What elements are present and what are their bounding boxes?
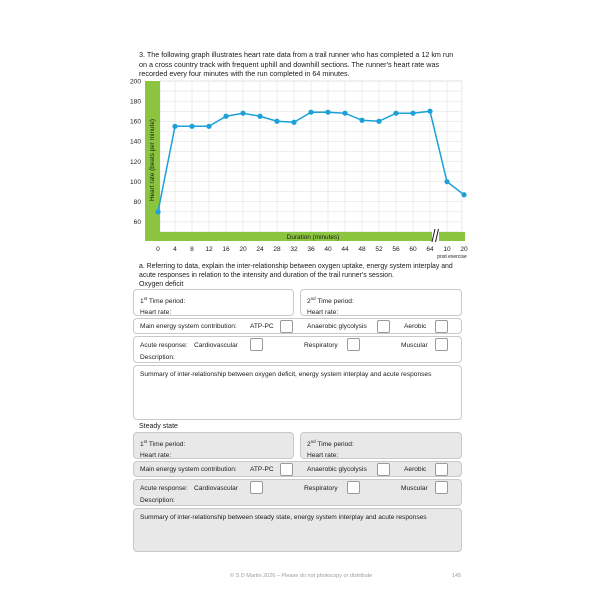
anaerobic-glycolysis-checkbox[interactable] xyxy=(377,320,390,333)
x-tick-label: 20 xyxy=(460,246,468,253)
muscular-label: Muscular xyxy=(401,485,428,492)
x-tick-label: 56 xyxy=(392,246,400,253)
acute-response-label: Acute response: xyxy=(140,485,188,492)
cardiovascular-checkbox[interactable] xyxy=(250,338,263,351)
oxygen-deficit-acute-box[interactable] xyxy=(133,336,462,363)
cardiovascular-label: Cardiovascular xyxy=(194,485,238,492)
data-point xyxy=(189,124,194,129)
steady-state-heading: Steady state xyxy=(139,423,178,430)
first-time-period-label: Time period: xyxy=(148,298,186,306)
data-point xyxy=(155,209,160,214)
y-tick-label: 60 xyxy=(133,219,141,227)
steady-state-summary-box[interactable] xyxy=(133,508,462,552)
steady-state-second-period-box[interactable]: 2nd Time period: Heart rate: xyxy=(300,432,462,459)
oxygen-deficit-summary-box[interactable] xyxy=(133,365,462,420)
first-time-period-label: Time period: xyxy=(148,441,186,449)
data-point xyxy=(206,124,211,129)
description-label: Description: xyxy=(140,354,175,361)
atp-pc-label: ATP-PC xyxy=(250,323,274,330)
data-point xyxy=(308,110,313,115)
heart-rate-label: Heart rate: xyxy=(307,309,339,317)
data-point xyxy=(359,118,364,123)
oxygen-deficit-heading: Oxygen deficit xyxy=(139,281,184,288)
data-point xyxy=(257,114,262,119)
x-tick-label: 4 xyxy=(173,246,177,253)
question-text: 3. The following graph illustrates heart rate data from a trail runner who has completed a 12 km run on a cross country track with frequent uphill and downhill sections. The runner's heart rate was recorded every four minutes with the run completed in 64 minutes. xyxy=(139,50,454,79)
atp-pc-checkbox[interactable] xyxy=(280,320,293,333)
oxygen-deficit-second-period-box[interactable]: 2nd Time period: Heart rate: xyxy=(300,289,462,316)
second-time-period-label: Time period: xyxy=(317,298,354,306)
acute-response-label: Acute response: xyxy=(140,342,188,349)
x-tick-label: 52 xyxy=(375,246,383,253)
y-tick-label: 100 xyxy=(129,178,141,186)
aerobic-label: Aerobic xyxy=(404,323,427,330)
oxygen-deficit-energy-box xyxy=(133,318,462,334)
energy-system-label: Main energy system contribution: xyxy=(140,466,237,473)
x-tick-label: 64 xyxy=(426,246,434,253)
summary-label: Summary of inter-relationship between oxygen deficit, energy system interplay and acute responses xyxy=(140,371,432,378)
respiratory-label: Respiratory xyxy=(304,485,338,492)
x-tick-label: 16 xyxy=(222,246,230,253)
data-point xyxy=(172,124,177,129)
post-exercise-label: post exercise xyxy=(437,254,467,260)
y-tick-label: 80 xyxy=(133,199,141,207)
x-tick-label: 48 xyxy=(358,246,366,253)
anaerobic-glycolysis-label: Anaerobic glycolysis xyxy=(307,466,367,473)
respiratory-checkbox[interactable] xyxy=(347,481,360,494)
atp-pc-checkbox[interactable] xyxy=(280,463,293,476)
data-point xyxy=(223,114,228,119)
data-point xyxy=(393,111,398,116)
aerobic-checkbox[interactable] xyxy=(435,320,448,333)
summary-label: Summary of inter-relationship between steady state, energy system interplay and acute responses xyxy=(140,514,427,521)
x-tick-label: 60 xyxy=(409,246,417,253)
data-point xyxy=(461,192,466,197)
description-label: Description: xyxy=(140,497,175,504)
data-point xyxy=(342,111,347,116)
heart-rate-label: Heart rate: xyxy=(307,452,339,460)
steady-state-energy-box xyxy=(133,461,462,477)
x-tick-label: 24 xyxy=(256,246,264,253)
data-point xyxy=(325,110,330,115)
respiratory-checkbox[interactable] xyxy=(347,338,360,351)
footer-copyright: © S D Martin 2026 – Please do not photocopy or distribute xyxy=(230,573,373,579)
oxygen-deficit-first-period-box[interactable]: 1st Time period: Heart rate: xyxy=(133,289,294,316)
cardiovascular-checkbox[interactable] xyxy=(250,481,263,494)
data-point xyxy=(240,111,245,116)
x-tick-label: 32 xyxy=(290,246,298,253)
data-point xyxy=(444,179,449,184)
y-tick-label: 140 xyxy=(129,138,141,146)
heart-rate-label: Heart rate: xyxy=(140,309,172,317)
respiratory-label: Respiratory xyxy=(304,342,338,349)
data-point xyxy=(410,111,415,116)
x-tick-label: 28 xyxy=(273,246,281,253)
x-tick-label: 12 xyxy=(205,246,213,253)
heart-rate-label: Heart rate: xyxy=(140,452,172,460)
steady-state-first-period-box[interactable]: 1st Time period: Heart rate: xyxy=(133,432,294,459)
y-tick-label: 120 xyxy=(129,158,141,166)
footer-page-number: 145 xyxy=(452,573,462,579)
anaerobic-glycolysis-label: Anaerobic glycolysis xyxy=(307,323,367,330)
second-time-period-label: Time period: xyxy=(317,441,354,449)
y-axis-label: Heart rate (beats per minute) xyxy=(149,118,156,202)
data-point xyxy=(274,119,279,124)
x-tick-label: 8 xyxy=(190,246,194,253)
x-tick-label: 10 xyxy=(443,246,451,253)
x-tick-label: 20 xyxy=(239,246,247,253)
heart-rate-chart xyxy=(0,0,600,265)
axis-break xyxy=(432,229,439,243)
energy-system-label: Main energy system contribution: xyxy=(140,323,237,330)
muscular-label: Muscular xyxy=(401,342,428,349)
x-axis-label: Duration (minutes) xyxy=(286,234,340,241)
data-point xyxy=(427,109,432,114)
cardiovascular-label: Cardiovascular xyxy=(194,342,238,349)
anaerobic-glycolysis-checkbox[interactable] xyxy=(377,463,390,476)
x-tick-label: 0 xyxy=(156,246,160,253)
aerobic-label: Aerobic xyxy=(404,466,427,473)
data-point xyxy=(376,119,381,124)
y-tick-label: 160 xyxy=(129,118,141,126)
part-a-text: a. Referring to data, explain the inter-relationship between oxygen uptake, energy system interplay and acute responses in relation to the intensity and duration of the trail runner's session. xyxy=(139,263,453,279)
x-tick-label: 44 xyxy=(341,246,349,253)
y-tick-label: 180 xyxy=(129,98,141,106)
aerobic-checkbox[interactable] xyxy=(435,463,448,476)
x-tick-label: 36 xyxy=(307,246,315,253)
x-tick-label: 40 xyxy=(324,246,332,253)
muscular-checkbox[interactable] xyxy=(435,481,448,494)
steady-state-acute-box[interactable] xyxy=(133,479,462,506)
muscular-checkbox[interactable] xyxy=(435,338,448,351)
atp-pc-label: ATP-PC xyxy=(250,466,274,473)
data-point xyxy=(291,120,296,125)
y-tick-label: 200 xyxy=(129,78,141,86)
